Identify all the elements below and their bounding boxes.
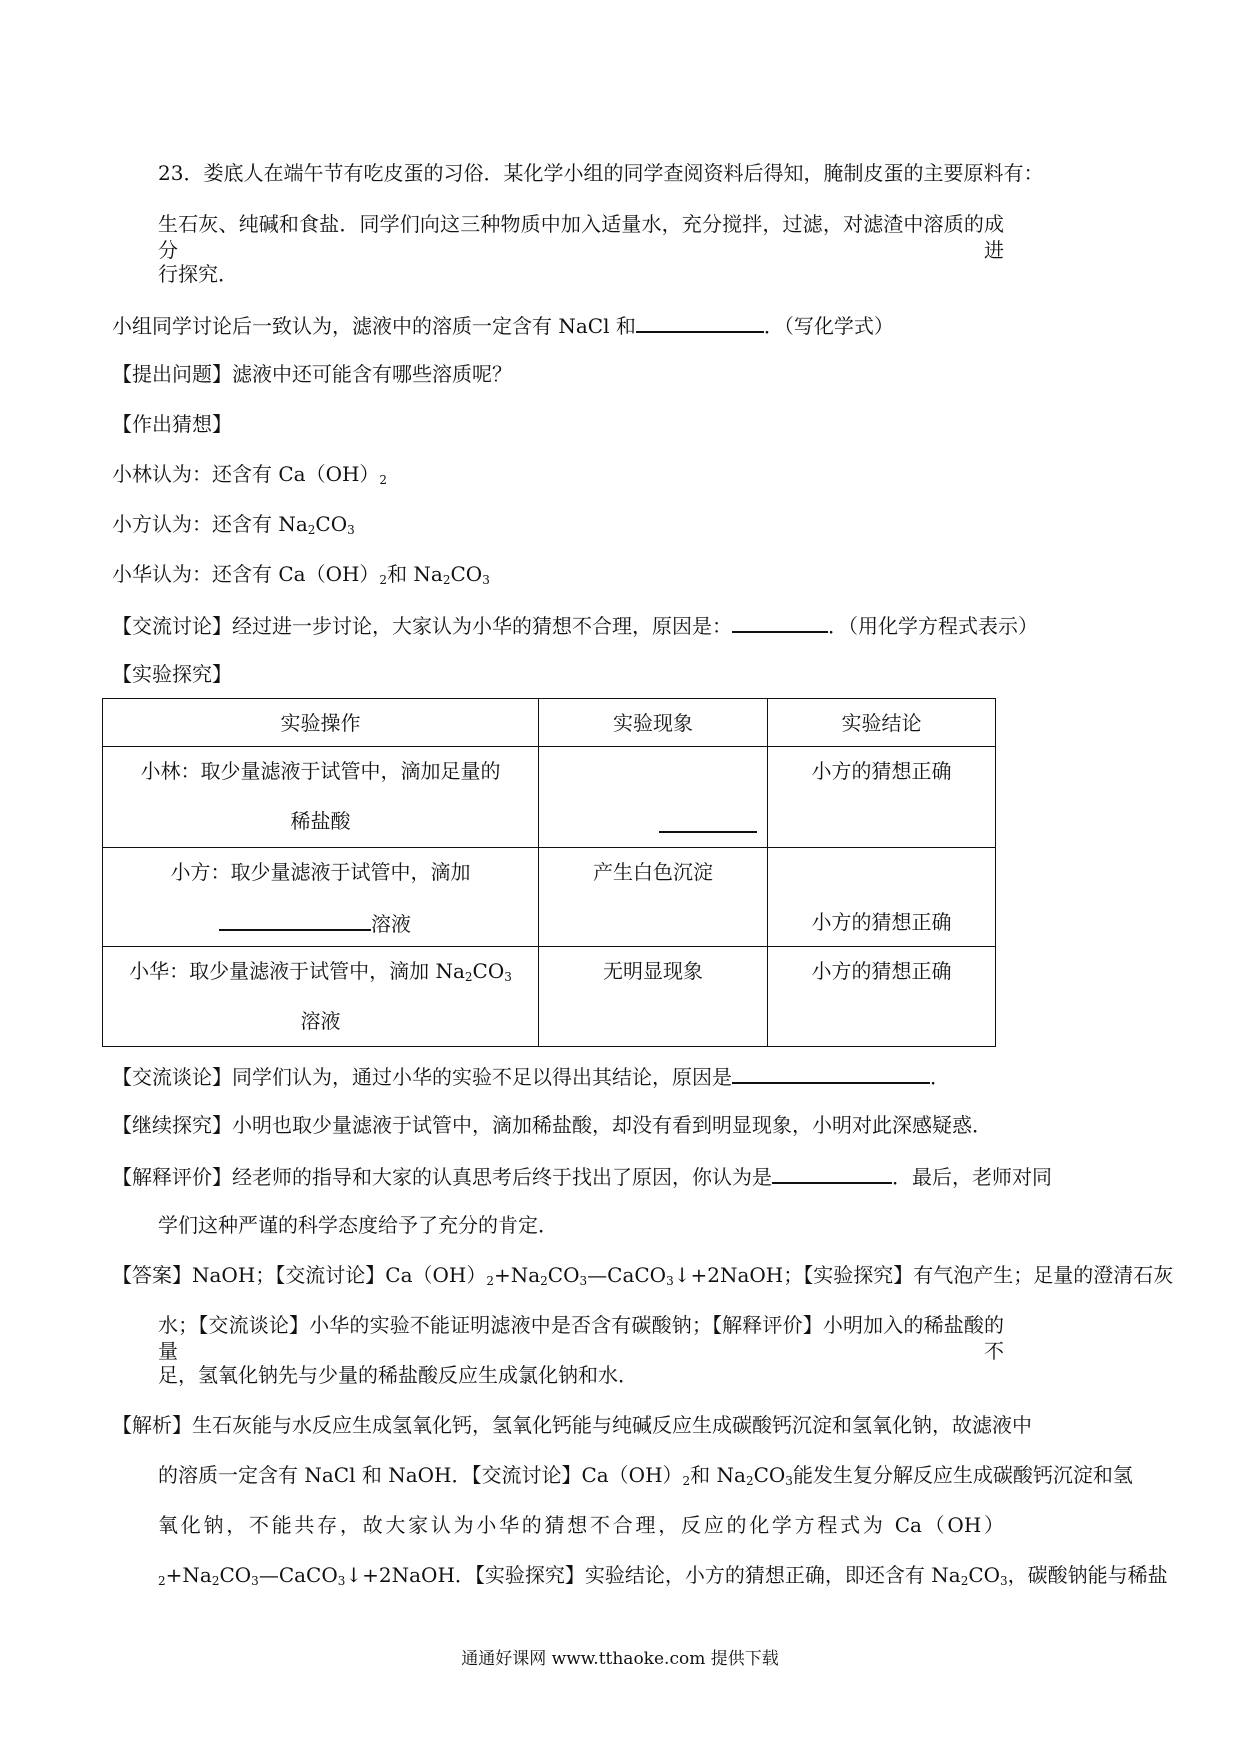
question-line-3: 行探究． (158, 262, 238, 286)
header-conclusion: 实验结论 (768, 699, 996, 747)
row3-phenomenon: 无明显现象 (539, 947, 768, 1047)
statement-before: 小组同学讨论后一致认为，滤液中的溶质一定含有 NaCl 和 (112, 314, 636, 338)
row2-conclusion: 小方的猜想正确 (768, 848, 996, 947)
answer-line-2: 水；【交流谈论】小华的实验不能证明滤液中是否含有碳酸钠；【解释评价】小明加入的稀盐酸的量不 (158, 1313, 1004, 1363)
experiment-heading: 【实验探究】 (112, 662, 232, 686)
evaluation-line-1: 【解释评价】经老师的指导和大家的认真思考后终于找出了原因，你认为是 ．最后，老师对同 (112, 1162, 1052, 1190)
hypothesis-hua: 小华认为：还含有 $Ca(OH)_2$和 $Na_2CO_3$ (112, 562, 490, 587)
table-row (103, 747, 996, 848)
row1-operation: 小林：取少量滤液于试管中，滴加足量的 稀盐酸 (103, 747, 539, 848)
table-row (103, 947, 996, 1047)
continue-line: 【继续探究】小明也取少量滤液于试管中，滴加稀盐酸，却没有看到明显现象，小明对此深感疑惑． (112, 1113, 992, 1137)
table-header-row (103, 699, 996, 747)
analysis-line-4: $_2+Na_2CO_3—CaCO_3↓+2NaOH$．【实验探究】实验结论，小方的猜想正确，即还含有 $Na_2CO_3$，碳酸钠能与稀盐 (158, 1563, 1168, 1588)
row3-conclusion: 小方的猜想正确 (768, 947, 996, 1047)
discussion-line: 【交流讨论】经过进一步讨论，大家认为小华的猜想不合理，原因是： ．（用化学方程式表示） (112, 611, 1038, 639)
hypothesis-lin: 小林认为：还含有 $Ca(OH)_2$ (112, 462, 388, 487)
row3-operation: 小华：取少量滤液于试管中，滴加 $Na_2CO_3$ 溶液 (103, 947, 539, 1047)
statement-line (112, 311, 894, 339)
answer-blank-3[interactable] (659, 811, 757, 833)
answer-blank-6[interactable] (772, 1162, 892, 1184)
analysis-line-2: 的溶质一定含有 NaCl 和 NaOH．【交流讨论】$Ca(OH)_2$和 $Na_2CO_3$能发生复分解反应生成碳酸钙沉淀和氢 (158, 1463, 1133, 1488)
answer-blank-5[interactable] (732, 1062, 930, 1084)
row2-operation: 小方：取少量滤液于试管中，滴加 溶液 (103, 848, 539, 947)
analysis-line-1: 【解析】生石灰能与水反应生成氢氧化钙，氢氧化钙能与纯碱反应生成碳酸钙沉淀和氢氧化钠，故滤液中 (112, 1413, 1032, 1437)
talk-line: 【交流谈论】同学们认为，通过小华的实验不足以得出其结论，原因是 ． (112, 1062, 950, 1090)
question-line-1: 23．娄底人在端午节有吃皮蛋的习俗．某化学小组的同学查阅资料后得知，腌制皮蛋的主要原料有： (158, 161, 1044, 185)
question-line-2: 生石灰、纯碱和食盐．同学们向这三种物质中加入适量水，充分搅拌，过滤，对滤渣中溶质的成分进 (158, 212, 1004, 262)
raise-question: 【提出问题】滤液中还可能含有哪些溶质呢？ (112, 362, 512, 386)
hypothesis-heading: 【作出猜想】 (112, 412, 232, 436)
experiment-table (102, 698, 996, 1047)
row1-phenomenon[interactable] (539, 747, 768, 848)
page-footer: 通通好课网 www.tthaoke.com 提供下载 (461, 1649, 779, 1669)
answer-blank-1[interactable] (636, 311, 764, 333)
statement-after: ．（写化学式） (763, 314, 894, 338)
hypothesis-fang: 小方认为：还含有 $Na_2CO_3$ (112, 512, 355, 537)
header-operation: 实验操作 (103, 699, 539, 747)
header-phenomenon: 实验现象 (539, 699, 768, 747)
analysis-line-3: 氧化钠，不能共存，故大家认为小华的猜想不合理，反应的化学方程式为 Ca（OH） (158, 1513, 1004, 1537)
table-row (103, 848, 996, 947)
answer-blank-2[interactable] (732, 611, 828, 633)
row2-phenomenon: 产生白色沉淀 (539, 848, 768, 947)
answer-line-3: 足，氢氧化钠先与少量的稀盐酸反应生成氯化钠和水． (158, 1363, 638, 1387)
row1-conclusion: 小方的猜想正确 (768, 747, 996, 848)
evaluation-line-2: 学们这种严谨的科学态度给予了充分的肯定． (158, 1213, 558, 1237)
answer-blank-4[interactable] (219, 909, 371, 931)
answer-line-1: 【答案】NaOH；【交流讨论】$Ca(OH)_2+Na_2CO_3—CaCO_3↓+2NaOH$；【实验探究】有气泡产生；足量的澄清石灰 (112, 1263, 1174, 1288)
